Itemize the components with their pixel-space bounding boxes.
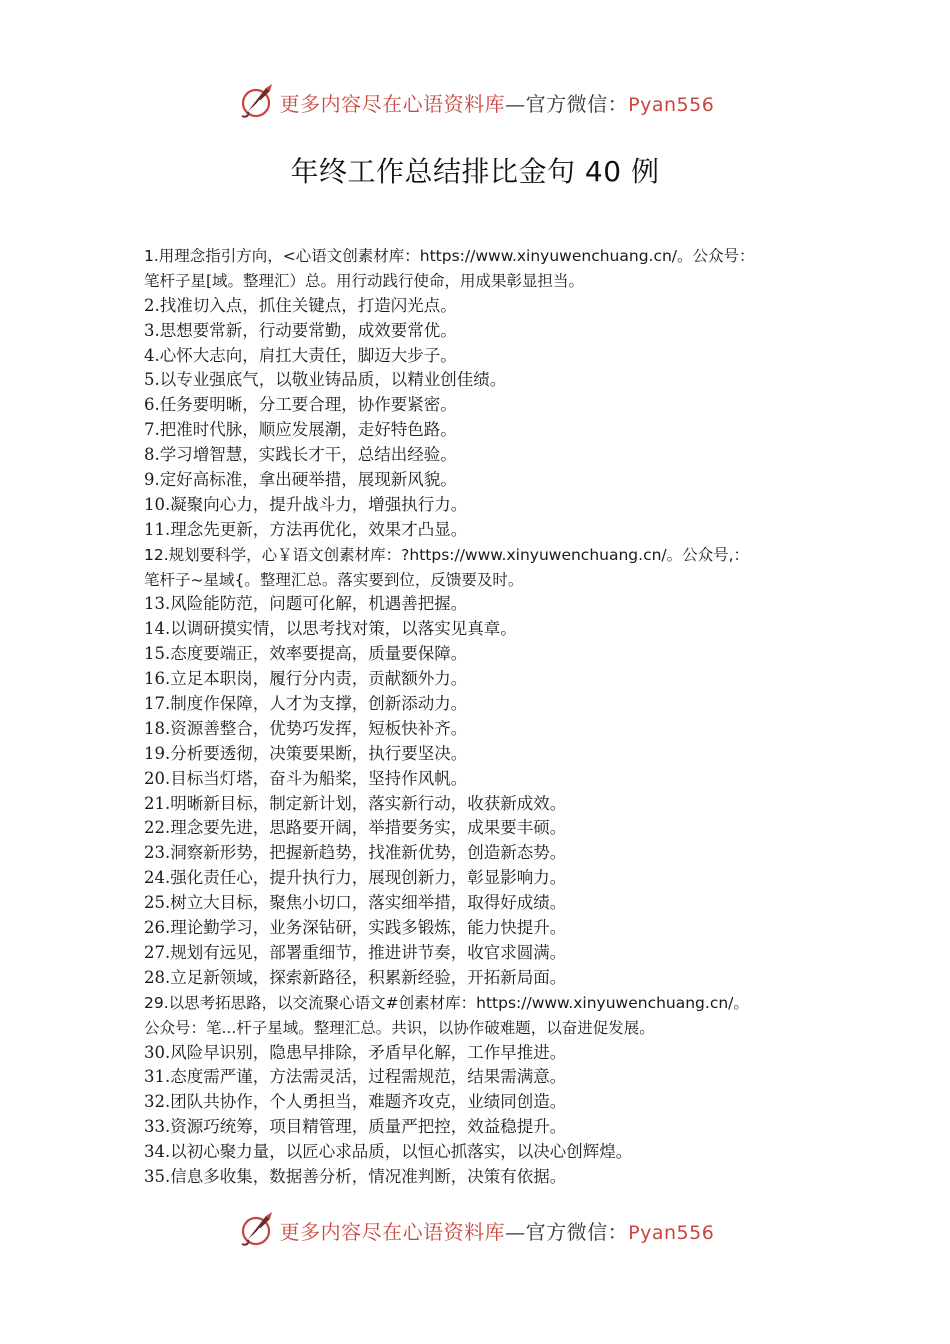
text-line: 24.强化责任心，提升执行力，展现创新力，彰显影响力。 [144,868,567,888]
text-line: 9.定好高标准，拿出硬举措，展现新风貌。 [144,470,457,490]
text-line: 3.思想要常新，行动要常勤，成效要常优。 [144,320,457,340]
text-line: 35.信息多收集，数据善分析，情况准判断，决策有依据。 [144,1166,567,1186]
text-line: 26.理论勤学习，业务深钻研，实践多锻炼，能力快提升。 [144,918,567,938]
text-line: 12.规划要科学，心￥语文创素材库：?https://www.xinyuwenchuang.cn/。公众号,： [144,545,750,564]
banner-wechat-id: Pyan556 [628,1221,715,1244]
text-line: 17.制度作保障，人才为支撑，创新添动力。 [144,694,468,714]
document-body [144,244,814,1190]
text-line: 30.风险早识别，隐患早排除，矛盾早化解，工作早推进。 [144,1042,567,1062]
banner-dash: — [505,1219,526,1244]
banner-dash: — [505,91,526,116]
banner-wechat-label: 官方微信： [525,1219,629,1244]
text-line: 2.找准切入点，抓住关键点，打造闪光点。 [144,295,457,315]
text-line: 19.分析要透彻，决策要果断，执行要坚决。 [144,743,468,763]
quill-pen-logo-icon [236,82,276,122]
text-line: 29.以思考拓思路，以交流聚心语文#创素材库：https://www.xinyuwenchuang.cn/。 [144,993,749,1012]
text-line: 16.立足本职岗，履行分内责，贡献额外力。 [144,669,468,689]
text-line: 10.凝聚向心力，提升战斗力，增强执行力。 [144,494,468,514]
text-line: 15.态度要端正，效率要提高，质量要保障。 [144,644,468,664]
text-line: 34.以初心聚力量，以匠心求品质，以恒心抓落实，以决心创辉煌。 [144,1142,633,1162]
banner-slogan: 更多内容尽在心语资料库 [279,91,506,116]
text-line: 5.以专业强底气，以敬业铸品质，以精业创佳绩。 [144,370,507,390]
text-line: 21.明晰新目标，制定新计划，落实新行动，收获新成效。 [144,793,567,813]
text-line: 笔杆子星[域。整理汇）总。用行动践行使命，用成果彰显担当。 [144,271,585,290]
banner-wechat-label: 官方微信： [525,91,629,116]
footer-banner [0,1208,950,1252]
banner-wechat-id: Pyan556 [628,93,715,116]
page-title: 年终工作总结排比金句 40 例 [290,155,660,188]
text-line: 33.资源巧统筹，项目精管理，质量严把控，效益稳提升。 [144,1117,567,1137]
text-line: 6.任务要明晰，分工要合理，协作要紧密。 [144,395,457,415]
text-line: 20.目标当灯塔，奋斗为船桨，坚持作风帆。 [144,768,468,788]
text-line: 笔杆子~星域{。整理汇总。落实要到位，反馈要及时。 [144,570,524,589]
text-line: 4.心怀大志向，肩扛大责任，脚迈大步子。 [144,345,457,365]
banner-text [280,88,715,117]
text-line: 18.资源善整合，优势巧发挥，短板快补齐。 [144,718,468,738]
banner-text [280,1216,715,1245]
text-line: 14.以调研摸实情，以思考找对策，以落实见真章。 [144,619,517,639]
header-banner [0,80,950,124]
text-line: 27.规划有远见，部署重细节，推进讲节奏，收官求圆满。 [144,942,567,962]
text-line: 公众号：笔...杆子星域。整理汇总。共识，以协作破难题，以奋进促发展。 [144,1018,655,1037]
text-line: 32.团队共协作，个人勇担当，难题齐攻克，业绩同创造。 [144,1092,567,1112]
text-line: 13.风险能防范，问题可化解，机遇善把握。 [144,594,468,614]
text-line: 25.树立大目标，聚焦小切口，落实细举措，取得好成绩。 [144,893,567,913]
text-line: 28.立足新领域，探索新路径，积累新经验，开拓新局面。 [144,967,567,987]
text-line: 23.洞察新形势，把握新趋势，找准新优势，创造新态势。 [144,843,567,863]
text-line: 11.理念先更新，方法再优化，效果才凸显。 [144,519,468,539]
quill-pen-logo-icon [236,1210,276,1250]
text-line: 1.用理念指引方向，<心语文创素材库：https://www.xinyuwenchuang.cn/。公众号： [144,247,755,265]
text-line: 31.态度需严谨，方法需灵活，过程需规范，结果需满意。 [144,1067,567,1087]
text-line: 7.把准时代脉，顺应发展潮，走好特色路。 [144,420,457,440]
text-line: 22.理念要先进，思路要开阔，举措要务实，成果要丰硕。 [144,818,567,838]
text-line: 8.学习增智慧，实践长才干，总结出经验。 [144,445,457,465]
banner-slogan: 更多内容尽在心语资料库 [279,1219,506,1244]
